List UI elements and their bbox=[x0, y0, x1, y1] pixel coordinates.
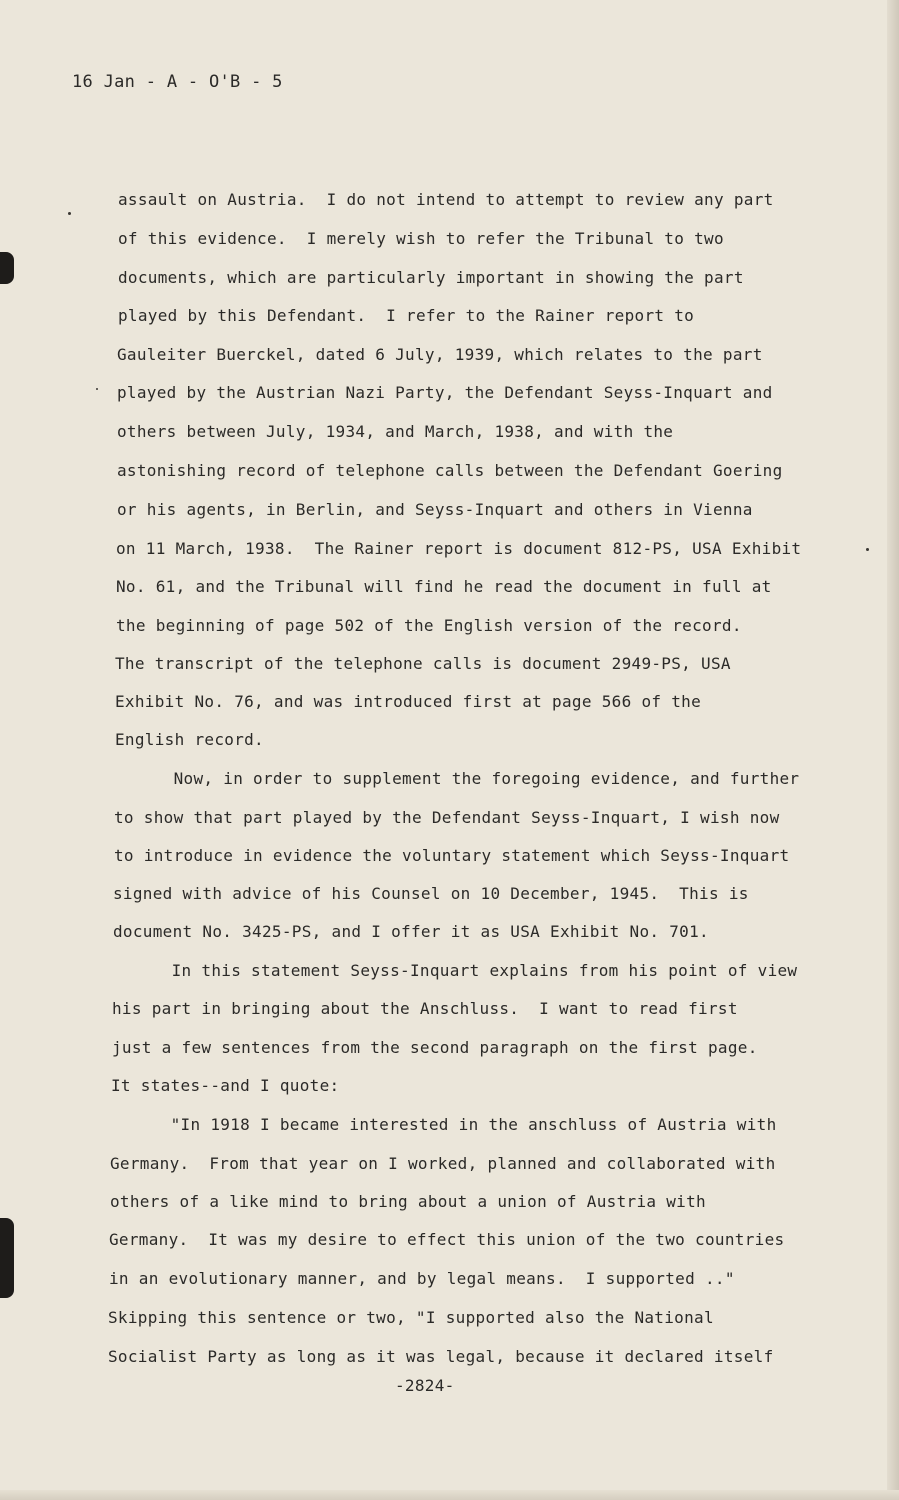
body-line: in an evolutionary manner, and by legal means. I supported .." bbox=[109, 1269, 735, 1288]
body-line: Socialist Party as long as it was legal, because it declared itself bbox=[108, 1347, 774, 1366]
paper-edge-right bbox=[887, 0, 899, 1500]
body-line: played by the Austrian Nazi Party, the Defendant Seyss-Inquart and bbox=[117, 383, 773, 402]
body-line: of this evidence. I merely wish to refer the Tribunal to two bbox=[118, 229, 724, 248]
paper-speck bbox=[68, 212, 71, 215]
body-line: "In 1918 I became interested in the anschluss of Austria with bbox=[111, 1115, 777, 1134]
body-line: Germany. From that year on I worked, planned and collaborated with bbox=[110, 1154, 776, 1173]
body-line: to show that part played by the Defendant Seyss-Inquart, I wish now bbox=[114, 808, 780, 827]
body-line: documents, which are particularly important in showing the part bbox=[118, 268, 744, 287]
body-line: English record. bbox=[115, 730, 264, 749]
body-line: signed with advice of his Counsel on 10 December, 1945. This is bbox=[113, 884, 749, 903]
body-line: on 11 March, 1938. The Rainer report is document 812-PS, USA Exhibit bbox=[116, 539, 802, 558]
body-line: Gauleiter Buerckel, dated 6 July, 1939, which relates to the part bbox=[117, 345, 763, 364]
body-line: No. 61, and the Tribunal will find he read the document in full at bbox=[116, 577, 772, 596]
page-number: -2824- bbox=[395, 1376, 455, 1395]
body-line: It states--and I quote: bbox=[111, 1076, 340, 1095]
document-reference-header: 16 Jan - A - O'B - 5 bbox=[72, 72, 283, 92]
body-line: his part in bringing about the Anschluss. I want to read first bbox=[112, 999, 738, 1018]
body-line: The transcript of the telephone calls is document 2949-PS, USA bbox=[115, 654, 731, 673]
body-line: others between July, 1934, and March, 1938, and with the bbox=[117, 422, 674, 441]
body-line: Now, in order to supplement the foregoing evidence, and further bbox=[114, 769, 800, 788]
body-line: the beginning of page 502 of the English version of the record. bbox=[116, 616, 742, 635]
paper-edge-bottom bbox=[0, 1490, 899, 1500]
body-line: just a few sentences from the second paragraph on the first page. bbox=[112, 1038, 758, 1057]
binding-hole-bottom bbox=[0, 1218, 14, 1298]
body-line: or his agents, in Berlin, and Seyss-Inquart and others in Vienna bbox=[117, 500, 753, 519]
body-line: Germany. It was my desire to effect this union of the two countries bbox=[109, 1230, 785, 1249]
binding-hole-top bbox=[0, 252, 14, 284]
body-line: In this statement Seyss-Inquart explains from his point of view bbox=[112, 961, 798, 980]
body-line: to introduce in evidence the voluntary statement which Seyss-Inquart bbox=[114, 846, 790, 865]
body-line: Skipping this sentence or two, "I supported also the National bbox=[108, 1308, 714, 1327]
body-line: document No. 3425-PS, and I offer it as USA Exhibit No. 701. bbox=[113, 922, 709, 941]
body-line: others of a like mind to bring about a union of Austria with bbox=[110, 1192, 706, 1211]
paper-speck bbox=[96, 388, 98, 390]
body-line: astonishing record of telephone calls between the Defendant Goering bbox=[117, 461, 783, 480]
body-line: Exhibit No. 76, and was introduced first at page 566 of the bbox=[115, 692, 702, 711]
body-line: played by this Defendant. I refer to the Rainer report to bbox=[118, 306, 695, 325]
paper-speck bbox=[866, 548, 869, 551]
body-line: assault on Austria. I do not intend to attempt to review any part bbox=[118, 190, 774, 209]
